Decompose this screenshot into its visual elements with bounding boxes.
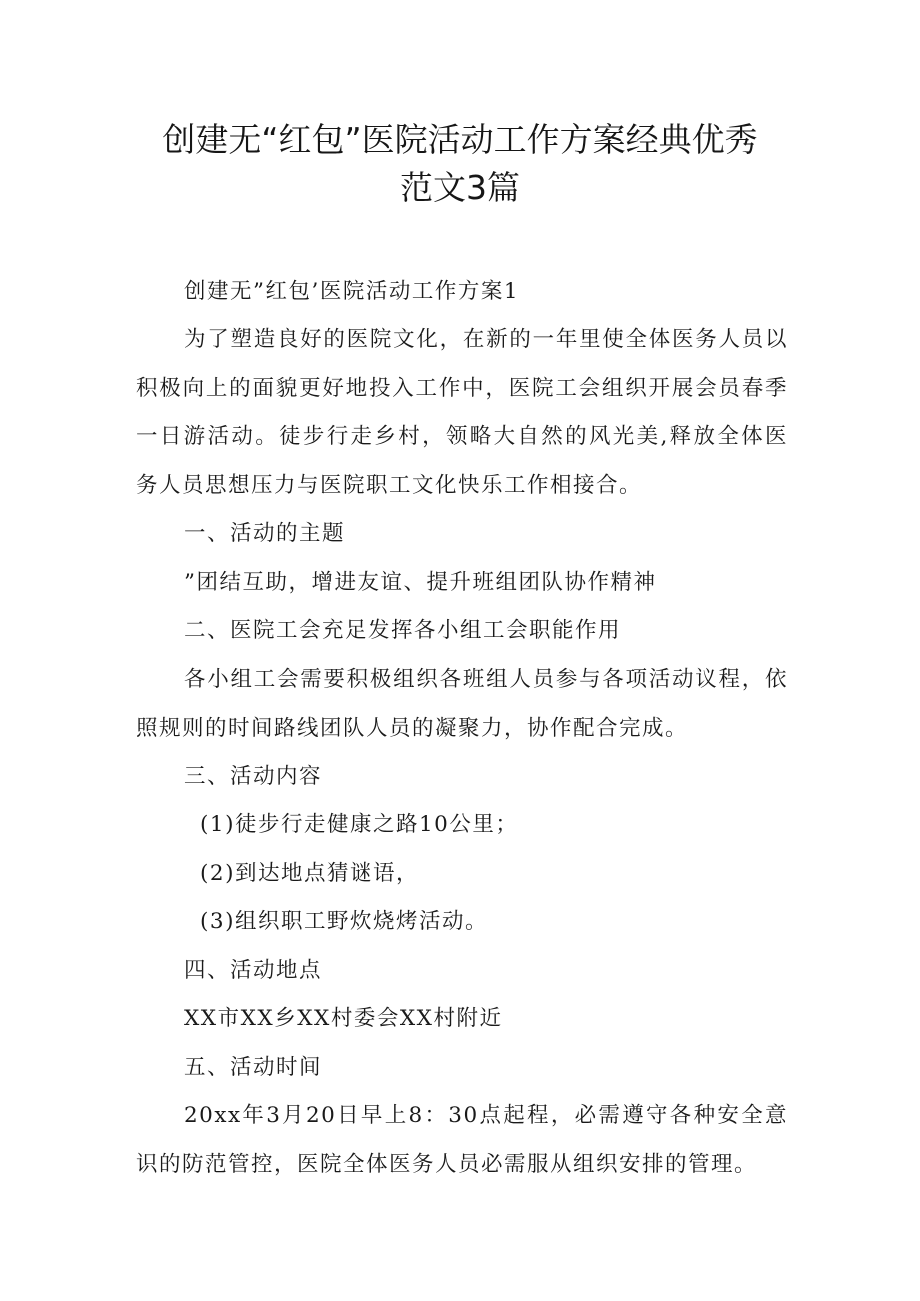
section3-item: (3)组织职工野炊烧烤活动。 [200, 909, 488, 934]
section2-text: 各小组工会需要积极组织各班组人员参与各项活动议程，依照规则的时间路线团队人员的凝聚力，协作配合完成。 [136, 667, 788, 741]
section1-heading: 一、活动的主题 [184, 521, 346, 546]
section3-item: (1)徒步行走健康之路10公里； [200, 812, 519, 837]
section5-heading: 五、活动时间 [184, 1055, 323, 1080]
section4-text: XX市XX乡XX村委会XX村附近 [184, 1006, 503, 1031]
section1-text: ”团结互助，增进友谊、提升班组团队协作精神 [184, 570, 657, 595]
plan-subtitle: 创建无”红包’医院活动工作方案1 [184, 279, 520, 304]
section2-heading: 二、医院工会充足发挥各小组工会职能作用 [184, 618, 622, 643]
section3-heading: 三、活动内容 [184, 764, 323, 789]
document-title-line2: 范文3篇 [400, 168, 520, 207]
section4-heading: 四、活动地点 [184, 958, 323, 983]
document-title-line1: 创建无“红包”医院活动工作方案经典优秀 [162, 120, 758, 159]
section3-item: (2)到达地点猜谜语， [200, 861, 419, 886]
intro-paragraph: 为了塑造良好的医院文化，在新的一年里使全体医务人员以积极向上的面貌更好地投入工作中，医院工会组织开展会员春季一日游活动。徒步行走乡村，领略大自然的风光美,释放全体医务人员思想压力与医院职工文化快乐工作相接合。 [136, 327, 788, 498]
section5-text: 20xx年3月20日早上8：30点起程，必需遵守各种安全意识的防范管控，医院全体医务人员必需服从组织安排的管理。 [136, 1103, 788, 1177]
